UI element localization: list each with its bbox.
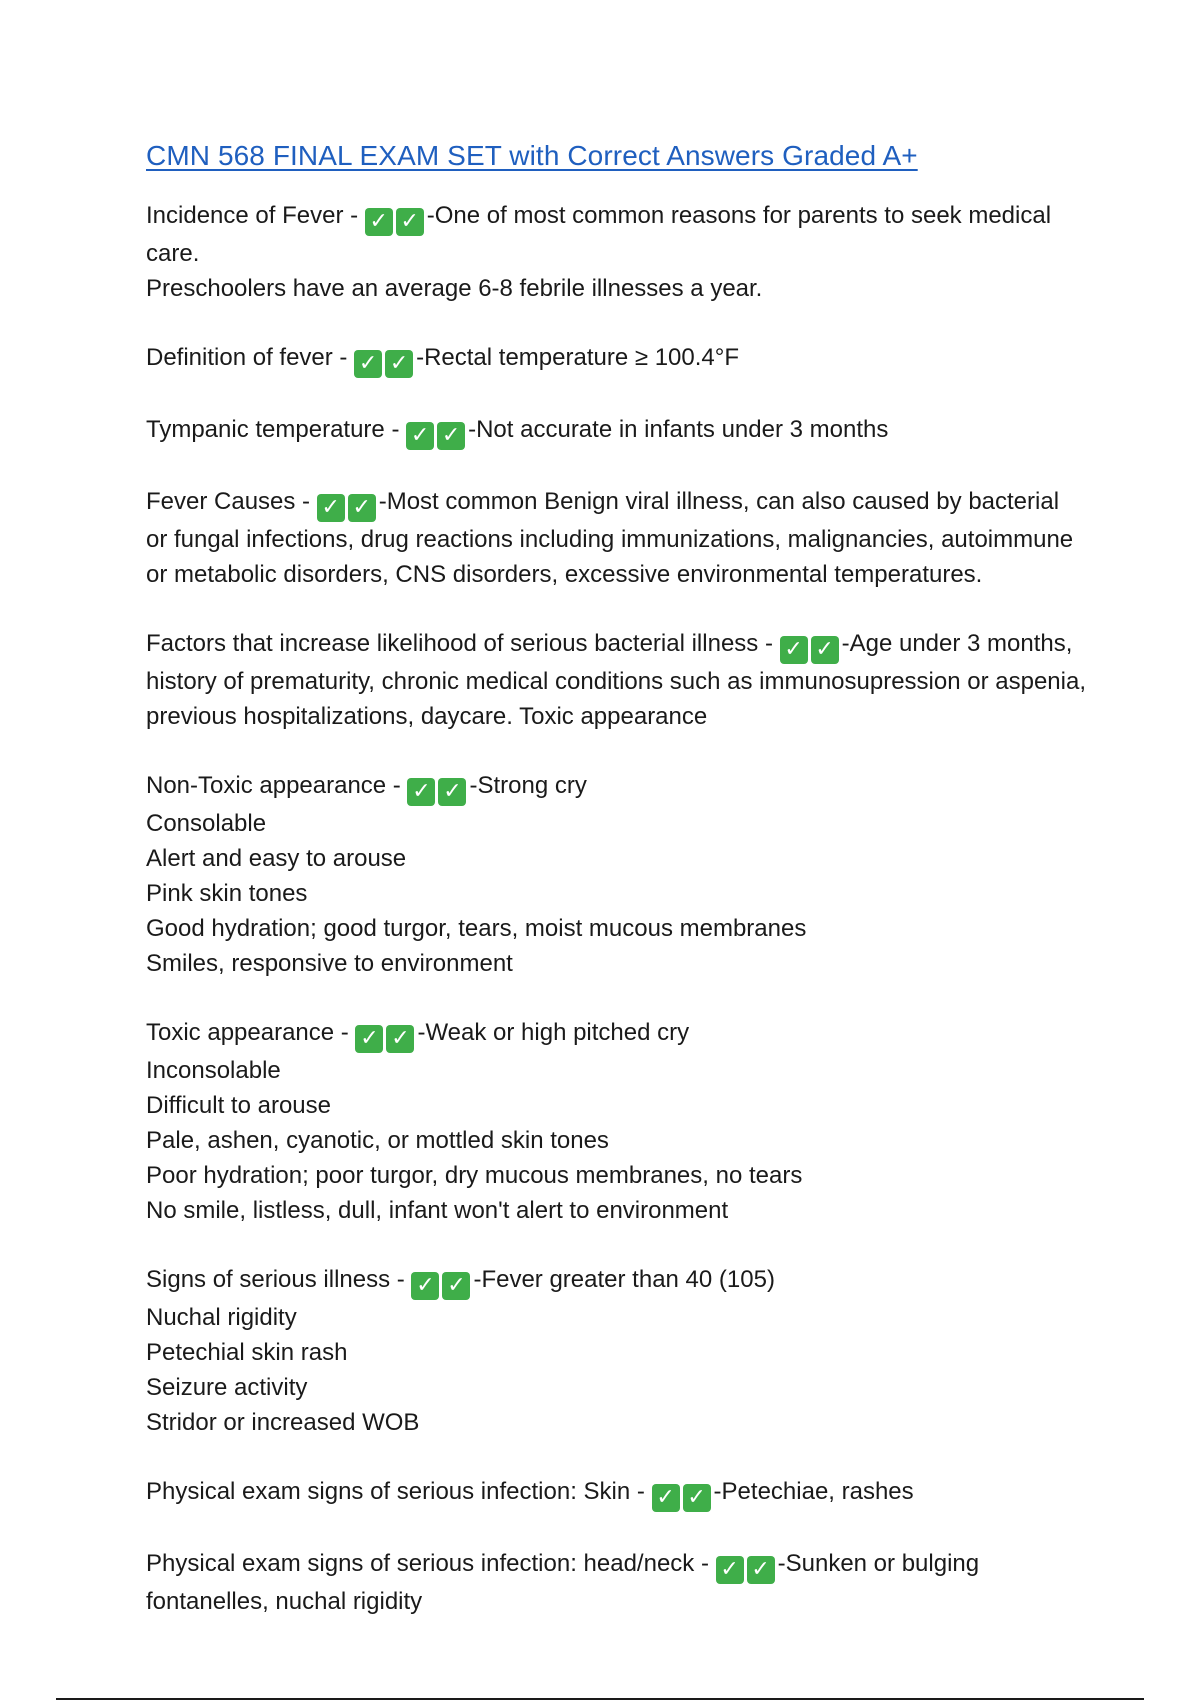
entry-first-line (146, 626, 1086, 734)
answer-text: Pale, ashen, cyanotic, or mottled skin tones (146, 1127, 609, 1154)
answer-text: Inconsolable (146, 1057, 281, 1084)
answer-text: Pink skin tones (146, 880, 308, 907)
entry-term: Physical exam signs of serious infection: head/neck - (146, 1550, 716, 1577)
answer-line (146, 1193, 1086, 1228)
correct-answer-marks (317, 488, 379, 520)
entry-term: Toxic appearance - (146, 1019, 356, 1046)
flashcard-entry (146, 340, 1086, 378)
answer-line (146, 1300, 1086, 1335)
answer-line (146, 911, 1086, 946)
answer-text: No smile, listless, dull, infant won't alert to environment (146, 1197, 729, 1224)
document-page (146, 140, 1086, 1653)
flashcard-entry (146, 1474, 1086, 1512)
answer-line (146, 841, 1086, 876)
flashcard-list (146, 198, 1086, 1619)
answer-line (146, 1405, 1086, 1440)
flashcard-entry (146, 1546, 1086, 1619)
answer-text: Smiles, responsive to environment (146, 950, 513, 977)
flashcard-entry (146, 1262, 1086, 1440)
entry-term: Non-Toxic appearance - (146, 772, 408, 799)
correct-answer-marks (355, 1019, 417, 1051)
answer-text: Consolable (146, 810, 267, 837)
answer-text: -Sunken or bulging fontanelles, nuchal rigidity (146, 1550, 980, 1615)
entry-term: Fever Causes - (146, 488, 317, 515)
answer-text: Alert and easy to arouse (146, 845, 407, 872)
answer-line (146, 1123, 1086, 1158)
flashcard-entry (146, 626, 1086, 734)
correct-answer-marks (780, 630, 842, 662)
correct-answer-marks (365, 202, 427, 234)
check-mark-icon: ✓ (355, 1025, 383, 1053)
answer-text: -Rectal temperature ≥ 100.4°F (416, 344, 740, 371)
correct-answer-marks (406, 416, 468, 448)
entry-first-line (146, 1015, 1086, 1053)
answer-line (146, 876, 1086, 911)
correct-answer-marks (411, 1266, 473, 1298)
check-mark-icon: ✓ (365, 208, 393, 236)
answer-text: -Not accurate in infants under 3 months (468, 416, 889, 443)
check-mark-icon: ✓ (652, 1484, 680, 1512)
check-mark-icon: ✓ (683, 1484, 711, 1512)
answer-text: Poor hydration; poor turgor, dry mucous membranes, no tears (146, 1162, 803, 1189)
entry-term: Tympanic temperature - (146, 416, 407, 443)
entry-first-line (146, 340, 1086, 378)
answer-text: -Strong cry (469, 772, 587, 799)
check-mark-icon: ✓ (386, 1025, 414, 1053)
entry-term: Factors that increase likelihood of serious bacterial illness - (146, 630, 780, 657)
answer-text: -One of most common reasons for parents to seek medical care. (146, 202, 1052, 267)
check-mark-icon: ✓ (747, 1556, 775, 1584)
correct-answer-marks (407, 772, 469, 804)
check-mark-icon: ✓ (348, 494, 376, 522)
answer-line (146, 1335, 1086, 1370)
check-mark-icon: ✓ (437, 422, 465, 450)
entry-first-line (146, 412, 1086, 450)
answer-line (146, 1088, 1086, 1123)
check-mark-icon: ✓ (716, 1556, 744, 1584)
answer-line (146, 1370, 1086, 1405)
check-mark-icon: ✓ (442, 1272, 470, 1300)
check-mark-icon: ✓ (317, 494, 345, 522)
answer-text: Difficult to arouse (146, 1092, 331, 1119)
document-title-link[interactable]: CMN 568 FINAL EXAM SET with Correct Answers Graded A+ (146, 140, 918, 171)
answer-text: Nuchal rigidity (146, 1304, 297, 1331)
check-mark-icon: ✓ (396, 208, 424, 236)
answer-text: -Age under 3 months, history of prematurity, chronic medical conditions such as immunosupression or aspenia, previous hospitalizations, daycare. Toxic appearance (146, 630, 1086, 730)
check-mark-icon: ✓ (354, 350, 382, 378)
flashcard-entry (146, 1015, 1086, 1228)
answer-text: -Most common Benign viral illness, can also caused by bacterial or fungal infections, drug reactions including immunizations, malignancies, autoimmune or metabolic disorders, CNS disorders, excessive environmental temperatures. (146, 488, 1074, 588)
answer-text: -Fever greater than 40 (105) (473, 1266, 775, 1293)
answer-text: -Weak or high pitched cry (417, 1019, 690, 1046)
entry-first-line (146, 198, 1086, 271)
correct-answer-marks (716, 1550, 778, 1582)
answer-line (146, 946, 1086, 981)
check-mark-icon: ✓ (438, 778, 466, 806)
flashcard-entry (146, 484, 1086, 592)
entry-first-line (146, 484, 1086, 592)
answer-line (146, 1053, 1086, 1088)
answer-line (146, 1158, 1086, 1193)
answer-text: Seizure activity (146, 1374, 308, 1401)
correct-answer-marks (652, 1478, 714, 1510)
answer-text: Petechial skin rash (146, 1339, 348, 1366)
correct-answer-marks (354, 344, 416, 376)
check-mark-icon: ✓ (406, 422, 434, 450)
answer-text: -Petechiae, rashes (713, 1478, 914, 1505)
answer-text: Preschoolers have an average 6-8 febrile illnesses a year. (146, 275, 763, 302)
check-mark-icon: ✓ (385, 350, 413, 378)
entry-first-line (146, 1546, 1086, 1619)
flashcard-entry (146, 768, 1086, 981)
check-mark-icon: ✓ (407, 778, 435, 806)
entry-term: Incidence of Fever - (146, 202, 365, 229)
check-mark-icon: ✓ (780, 636, 808, 664)
entry-first-line (146, 1474, 1086, 1512)
check-mark-icon: ✓ (411, 1272, 439, 1300)
answer-line (146, 806, 1086, 841)
entry-first-line (146, 768, 1086, 806)
flashcard-entry (146, 412, 1086, 450)
entry-first-line (146, 1262, 1086, 1300)
entry-term: Definition of fever - (146, 344, 355, 371)
flashcard-entry (146, 198, 1086, 306)
check-mark-icon: ✓ (811, 636, 839, 664)
answer-line (146, 271, 1086, 306)
entry-term: Signs of serious illness - (146, 1266, 412, 1293)
entry-term: Physical exam signs of serious infection: Skin - (146, 1478, 652, 1505)
answer-text: Good hydration; good turgor, tears, moist mucous membranes (146, 915, 807, 942)
answer-text: Stridor or increased WOB (146, 1409, 420, 1436)
